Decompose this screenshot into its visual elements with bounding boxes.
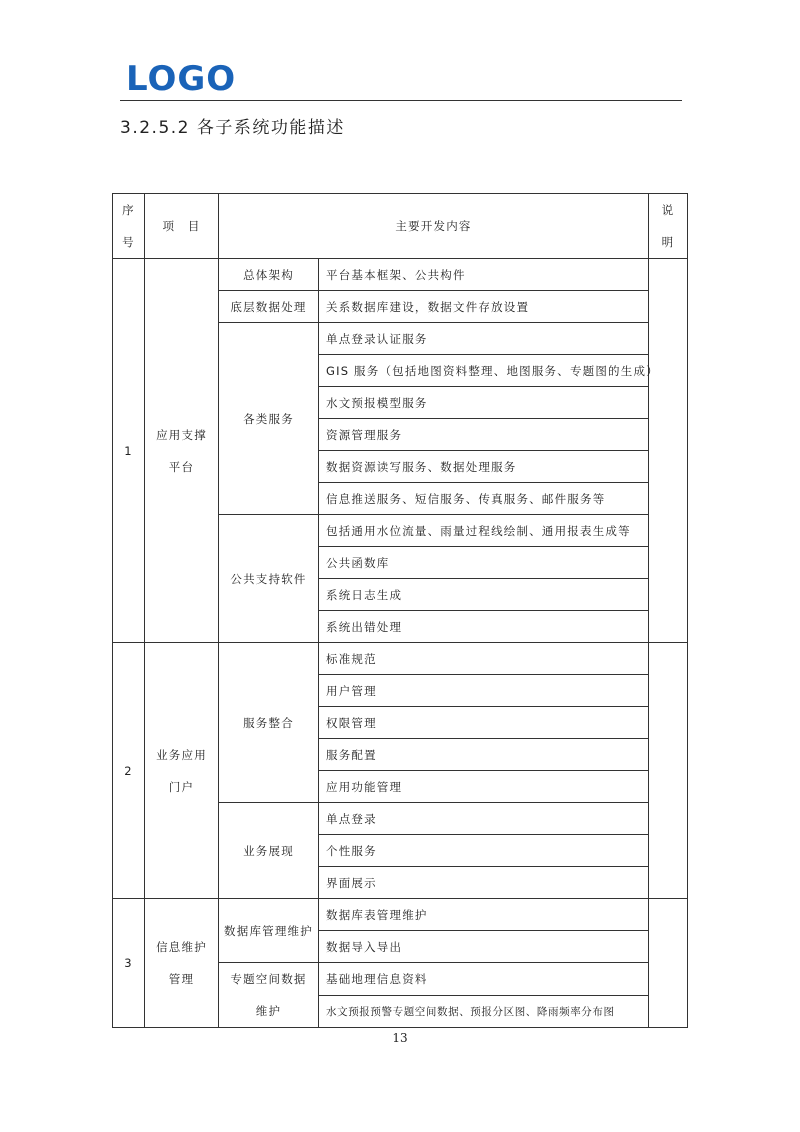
- content-cell: 服务配置: [319, 739, 649, 771]
- page-number: 13: [392, 1031, 408, 1045]
- seq-cell: 2: [113, 643, 145, 899]
- note-cell: [649, 643, 688, 899]
- content-cell: 包括通用水位流量、雨量过程线绘制、通用报表生成等: [319, 515, 649, 547]
- content-cell: 应用功能管理: [319, 771, 649, 803]
- subitem-cell: 业务展现: [219, 803, 319, 899]
- content-cell: 信息推送服务、短信服务、传真服务、邮件服务等: [319, 483, 649, 515]
- item-cell: 业务应用门户: [145, 643, 219, 899]
- content-cell: 公共函数库: [319, 547, 649, 579]
- subitem-cell: 公共支持软件: [219, 515, 319, 643]
- content-cell: 平台基本框架、公共构件: [319, 259, 649, 291]
- header-seq: 序 号: [113, 194, 145, 259]
- section-title: 3.2.5.2 各子系统功能描述: [120, 118, 345, 138]
- table-header-row: [113, 194, 688, 259]
- content-cell: GIS 服务（包括地图资料整理、地图服务、专题图的生成）: [319, 355, 649, 387]
- seq-cell: 1: [113, 259, 145, 643]
- content-cell: 数据资源读写服务、数据处理服务: [319, 451, 649, 483]
- content-cell: 单点登录: [319, 803, 649, 835]
- subitem-cell: 专题空间数据维护: [219, 963, 319, 1028]
- header-divider: [120, 100, 682, 101]
- table-row: [113, 259, 688, 291]
- content-cell: 基础地理信息资料: [319, 963, 649, 996]
- note-cell: [649, 899, 688, 1028]
- content-cell: 权限管理: [319, 707, 649, 739]
- header-content: 主要开发内容: [219, 194, 649, 259]
- content-cell: 用户管理: [319, 675, 649, 707]
- table-row: [113, 899, 688, 931]
- content-cell: 数据库表管理维护: [319, 899, 649, 931]
- content-cell: 界面展示: [319, 867, 649, 899]
- header-item: 项 目: [145, 194, 219, 259]
- content-cell: 关系数据库建设，数据文件存放设置: [319, 291, 649, 323]
- content-cell: 资源管理服务: [319, 419, 649, 451]
- content-cell: 个性服务: [319, 835, 649, 867]
- function-table: [112, 193, 688, 1028]
- item-cell: 应用支撑平台: [145, 259, 219, 643]
- content-cell: 标准规范: [319, 643, 649, 675]
- subitem-cell: 总体架构: [219, 259, 319, 291]
- content-cell: 水文预报预警专题空间数据、预报分区图、降雨频率分布图: [319, 995, 649, 1028]
- item-cell: 信息维护管理: [145, 899, 219, 1028]
- table-row: [113, 643, 688, 675]
- content-cell: 系统出错处理: [319, 611, 649, 643]
- subitem-cell: 各类服务: [219, 323, 319, 515]
- subitem-cell: 底层数据处理: [219, 291, 319, 323]
- subitem-cell: 数据库管理维护: [219, 899, 319, 963]
- content-cell: 水文预报模型服务: [319, 387, 649, 419]
- content-cell: 数据导入导出: [319, 931, 649, 963]
- header-note: 说 明: [649, 194, 688, 259]
- subitem-cell: 服务整合: [219, 643, 319, 803]
- content-cell: 系统日志生成: [319, 579, 649, 611]
- note-cell: [649, 259, 688, 643]
- logo: LOGO: [126, 59, 237, 99]
- content-cell: 单点登录认证服务: [319, 323, 649, 355]
- seq-cell: 3: [113, 899, 145, 1028]
